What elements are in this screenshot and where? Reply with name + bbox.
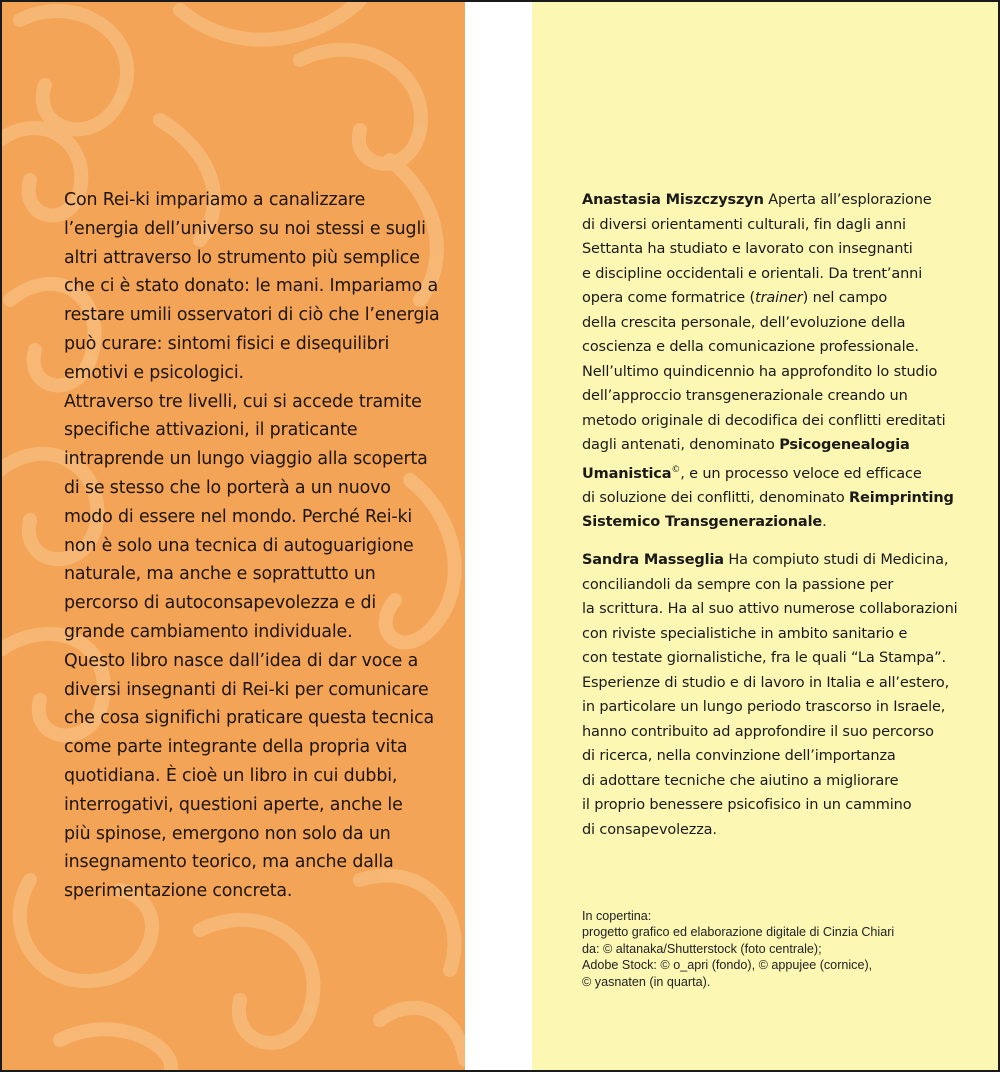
blurb-line: Attraverso tre livelli, cui si accede tramite: [64, 391, 422, 412]
blurb-line: come parte integrante della propria vita: [64, 737, 408, 758]
bio-line: della crescita personale, dell’evoluzione della: [582, 314, 906, 331]
bio-bold-term: Umanistica: [582, 465, 672, 482]
blurb-line: grande cambiamento individuale.: [64, 621, 353, 642]
blurb-line: modo di essere nel mondo. Perché Rei-ki: [64, 506, 413, 527]
blurb-line: quotidiana. È cioè un libro in cui dubbi,: [64, 765, 398, 786]
cover-credits: [582, 908, 982, 990]
bio-line: di ricerca, nella convinzione dell’importanza: [582, 748, 896, 764]
bio-line: dell’approccio transgenerazionale creando un: [582, 388, 908, 404]
blurb-line: sperimentazione concreta.: [64, 881, 293, 902]
bio-line: e discipline occidentali e orientali. Da trent’anni: [582, 265, 923, 282]
author-bio-masseglia: [582, 548, 982, 842]
bio-line: con testate giornalistiche, fra le quali “La Stampa”.: [582, 650, 946, 666]
credits-line: progetto grafico ed elaborazione digitale di Cinzia Chiari: [582, 925, 895, 940]
bio-line: [582, 188, 982, 213]
blurb-line: di se stesso che lo porterà a un nuovo: [64, 477, 391, 498]
bio-line: la scrittura. Ha al suo attivo numerose collaborazioni: [582, 601, 958, 617]
credits-line: © yasnaten (in quarta).: [582, 974, 711, 989]
bio-text: ) nel campo: [802, 290, 888, 306]
blurb-line: Con Rei-ki impariamo a canalizzare: [64, 190, 366, 210]
bio-line: Esperienze di studio e di lavoro in Italia e all’estero,: [582, 674, 950, 691]
blurb-line: naturale, ma anche e soprattutto un: [64, 564, 376, 585]
blurb-line: non è solo una tecnica di autoguarigione: [64, 535, 414, 556]
bio-line: [582, 286, 982, 311]
bio-line: di adottare tecniche che aiutino a migliorare: [582, 772, 899, 789]
bio-line: [582, 510, 982, 535]
bio-bold-term: Psicogenealogia: [779, 437, 910, 453]
blurb-line: emotivi e psicologici.: [64, 362, 244, 383]
credits-line: Adobe Stock: © o_apri (fondo), © appujee (cornice),: [582, 958, 873, 973]
bio-text: di soluzione dei conflitti, denominato: [582, 489, 850, 506]
blurb-line: restare umili osservatori di ciò che l’energia: [64, 305, 440, 326]
bio-line: di consapevolezza.: [582, 821, 717, 838]
blurb-line: che cosa significhi praticare questa tecnica: [64, 708, 435, 729]
bio-line: [582, 548, 982, 573]
credits-line: da: © altanaka/Shutterstock (foto centrale);: [582, 941, 822, 956]
author-bio-miszczyszyn: [582, 188, 982, 535]
blurb-line: l’energia dell’universo su noi stessi e sugli: [64, 218, 426, 239]
blurb-line: altri attraverso lo strumento più semplice: [64, 247, 420, 268]
bio-line: [582, 433, 982, 458]
blurb-line: che ci è stato donato: le mani. Impariamo a: [64, 276, 438, 297]
bio-line: con riviste specialistiche in ambito sanitario e: [582, 625, 908, 642]
credits-line: In copertina:: [582, 909, 652, 923]
bio-line: metodo originale di decodifica dei conflitti ereditati: [582, 412, 946, 429]
bio-line: di diversi orientamenti culturali, fin dagli anni: [582, 216, 906, 233]
bio-bold-term: Sistemico Transgenerazionale: [582, 514, 823, 531]
frame-line-top: [0, 0, 1000, 2]
blurb-line: percorso di autoconsapevolezza e di: [64, 593, 377, 614]
bio-text: opera come formatrice (: [582, 290, 756, 306]
bio-text: Aperta all’esplorazione: [763, 192, 932, 208]
back-cover-blurb: [64, 186, 444, 906]
author-name: Anastasia Miszczyszyn: [582, 192, 764, 208]
blurb-line: interrogativi, questioni aperte, anche le: [64, 794, 403, 815]
author-name: Sandra Masseglia: [582, 552, 724, 568]
blurb-line: diversi insegnanti di Rei-ki per comunicare: [64, 679, 429, 700]
frame-line-left: [0, 0, 2, 1072]
bio-line: Nell’ultimo quindicennio ha approfondito lo studio: [582, 363, 938, 380]
bio-text: dagli antenati, denominato: [582, 437, 780, 453]
blurb-line: intraprende un lungo viaggio alla scoperta: [64, 449, 428, 470]
bio-line: Settanta ha studiato e lavorato con insegnanti: [582, 241, 913, 257]
blurb-line: insegnamento teorico, ma anche dalla: [64, 852, 394, 873]
bio-line: coscienza e della comunicazione professionale.: [582, 339, 919, 355]
bio-line: [582, 458, 982, 486]
bio-italic-term: trainer: [755, 290, 803, 306]
blurb-line: specifiche attivazioni, il praticante: [64, 420, 358, 441]
bio-line: conciliandoli da sempre con la passione per: [582, 576, 894, 593]
blurb-line: può curare: sintomi fisici e disequilibri: [64, 333, 390, 354]
spine-gap: [465, 0, 532, 1072]
bio-line: in particolare un lungo periodo trascorso in Israele,: [582, 699, 946, 715]
copyright-mark: ©: [671, 464, 681, 475]
bio-text: .: [822, 514, 827, 531]
bio-bold-term: Reimprinting: [849, 489, 954, 506]
bio-text: Ha compiuto studi di Medicina,: [723, 552, 949, 568]
bio-line: il proprio benessere psicofisico in un cammino: [582, 797, 912, 813]
blurb-line: più spinose, emergono non solo da un: [64, 823, 391, 844]
bio-line: hanno contribuito ad approfondire il suo percorso: [582, 723, 934, 740]
bio-line: [582, 486, 982, 511]
bio-text: , e un processo veloce ed efficace: [680, 465, 922, 482]
blurb-line: Questo libro nasce dall’idea di dar voce a: [64, 650, 419, 671]
